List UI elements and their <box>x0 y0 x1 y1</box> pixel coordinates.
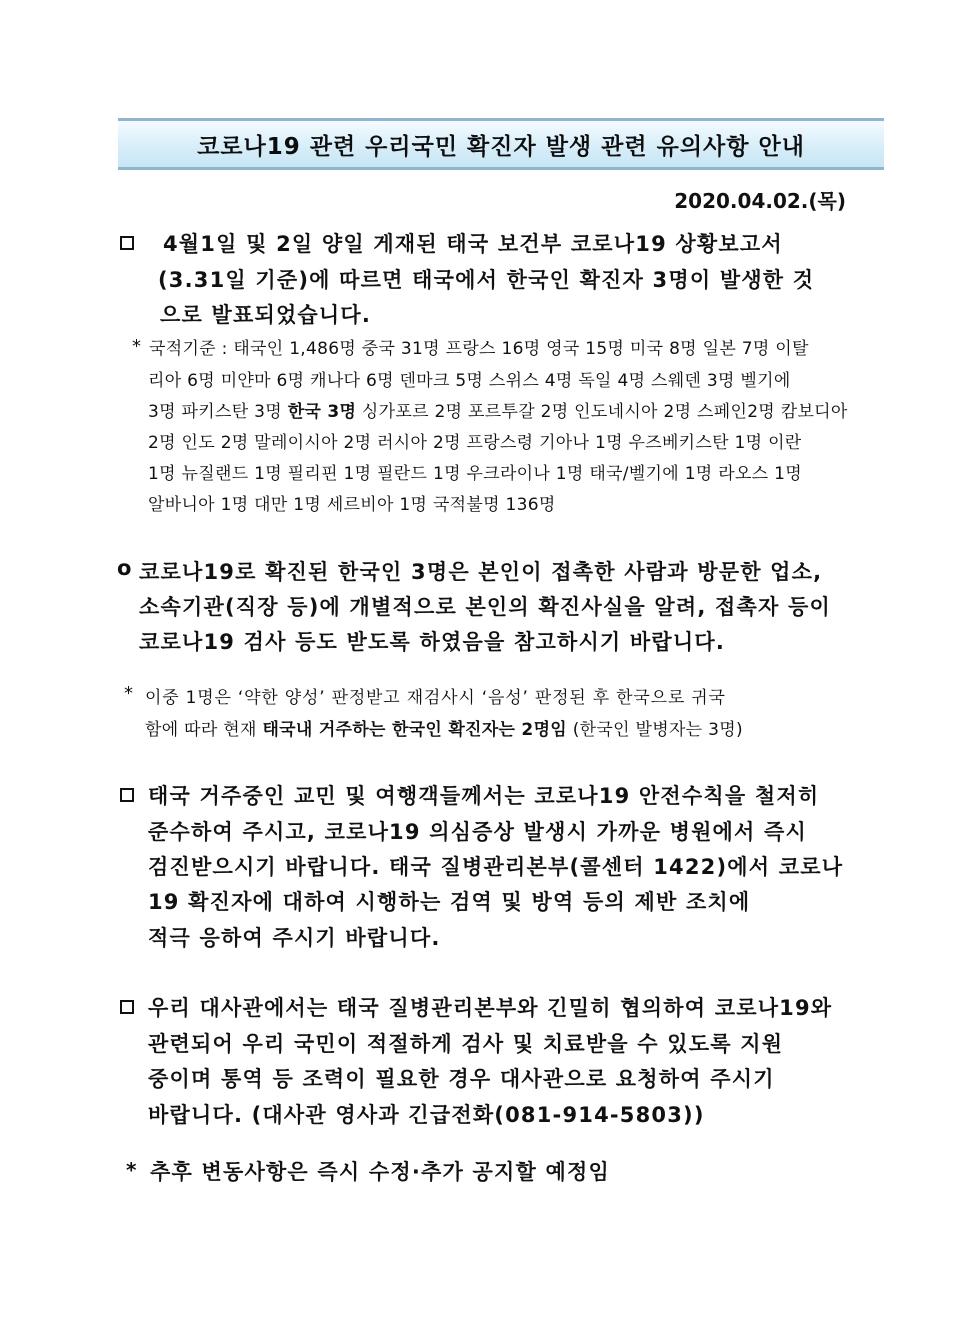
section-3-line: 적극 응하여 주시기 바랍니다. <box>148 926 441 950</box>
note-line-segment: 3명 파키스탄 3명 <box>148 402 288 422</box>
section-1-line: 으로 발표되었습니다. <box>160 303 372 327</box>
footer-note-text: 추후 변동사항은 즉시 수정·추가 공지할 예정임 <box>150 1160 610 1184</box>
note-line: 1명 뉴질랜드 1명 필리핀 1명 필란드 1명 우크라이나 1명 태국/벨기에 1명 라오스 1명 <box>148 464 802 484</box>
note-line: 국적기준 : 태국인 1,486명 중국 31명 프랑스 16명 영국 15명 미국 8명 일본 7명 이탈 <box>149 339 809 359</box>
checkbox-bullet-icon <box>120 788 134 802</box>
section-3-line: 태국 거주중인 교민 및 여행객들께서는 코로나19 안전수칙을 철저히 <box>148 784 820 808</box>
checkbox-bullet-icon <box>120 236 134 250</box>
section-4-line: 바랍니다. (대사관 영사과 긴급전화(081-914-5803)) <box>148 1103 705 1127</box>
circle-bullet-icon: o <box>117 556 132 580</box>
section-1-line: (3.31일 기준)에 따르면 태국에서 한국인 확진자 3명이 발생한 것 <box>158 268 815 292</box>
note-line: 리아 6명 미얀마 6명 캐나다 6명 덴마크 5명 스위스 4명 독일 4명 스웨덴 3명 벨기에 <box>148 371 791 391</box>
note-line-segment: 싱가포르 2명 포르투갈 2명 인도네시아 2명 스페인2명 캄보디아 <box>356 402 848 422</box>
note-line <box>148 397 848 422</box>
section-3-line: 19 확진자에 대하여 시행하는 검역 및 방역 등의 제반 조치에 <box>148 890 751 914</box>
notice-date: 2020.04.02.(목) <box>674 189 846 213</box>
title-banner <box>118 118 884 170</box>
section-4-line: 우리 대사관에서는 태국 질병관리본부와 긴밀히 협의하여 코로나19와 <box>148 996 833 1020</box>
section-3-line: 준수하여 주시고, 코로나19 의심증상 발생시 가까운 병원에서 즉시 <box>148 820 808 844</box>
checkbox-bullet-icon <box>120 1000 134 1014</box>
resident-count-highlight: 태국내 거주하는 한국인 확진자는 2명임 <box>262 720 568 740</box>
section-2-line: 코로나19로 확진된 한국인 3명은 본인이 접촉한 사람과 방문한 업소, <box>139 560 823 584</box>
note-line: 2명 인도 2명 말레이시아 2명 러시아 2명 프랑스령 기아나 1명 우즈베키스탄 1명 이란 <box>148 433 802 453</box>
page-title: 코로나19 관련 우리국민 확진자 발생 관련 유의사항 안내 <box>197 133 805 160</box>
note-line-segment: (한국인 발병자는 3명) <box>567 720 743 740</box>
asterisk-icon: * <box>132 336 141 357</box>
section-2-line: 코로나19 검사 등도 받도록 하였음을 참고하시기 바랍니다. <box>139 630 726 654</box>
note-line-segment: 함에 따라 현재 <box>145 720 263 740</box>
section-4-line: 중이며 통역 등 조력이 필요한 경우 대사관으로 요청하여 주시기 <box>148 1067 775 1091</box>
note-line: 이중 1명은 ‘약한 양성’ 판정받고 재검사시 ‘음성’ 판정된 후 한국으로 귀국 <box>145 688 726 708</box>
section-4-line: 관련되어 우리 국민이 적절하게 검사 및 치료받을 수 있도록 지원 <box>148 1032 784 1056</box>
section-2-line: 소속기관(직장 등)에 개별적으로 본인의 확진사실을 알려, 접촉자 등이 <box>139 595 831 619</box>
note-line: 알바니아 1명 대만 1명 세르비아 1명 국적불명 136명 <box>148 495 556 515</box>
section-1-line: 4월1일 및 2일 양일 게재된 태국 보건부 코로나19 상황보고서 <box>163 232 783 256</box>
asterisk-icon: * <box>124 683 133 704</box>
asterisk-icon: * <box>126 1158 137 1182</box>
korea-count-highlight: 한국 3명 <box>287 402 357 422</box>
section-3-line: 검진받으시기 바랍니다. 태국 질병관리본부(콜센터 1422)에서 코로나 <box>148 855 844 879</box>
note-line <box>145 715 743 740</box>
